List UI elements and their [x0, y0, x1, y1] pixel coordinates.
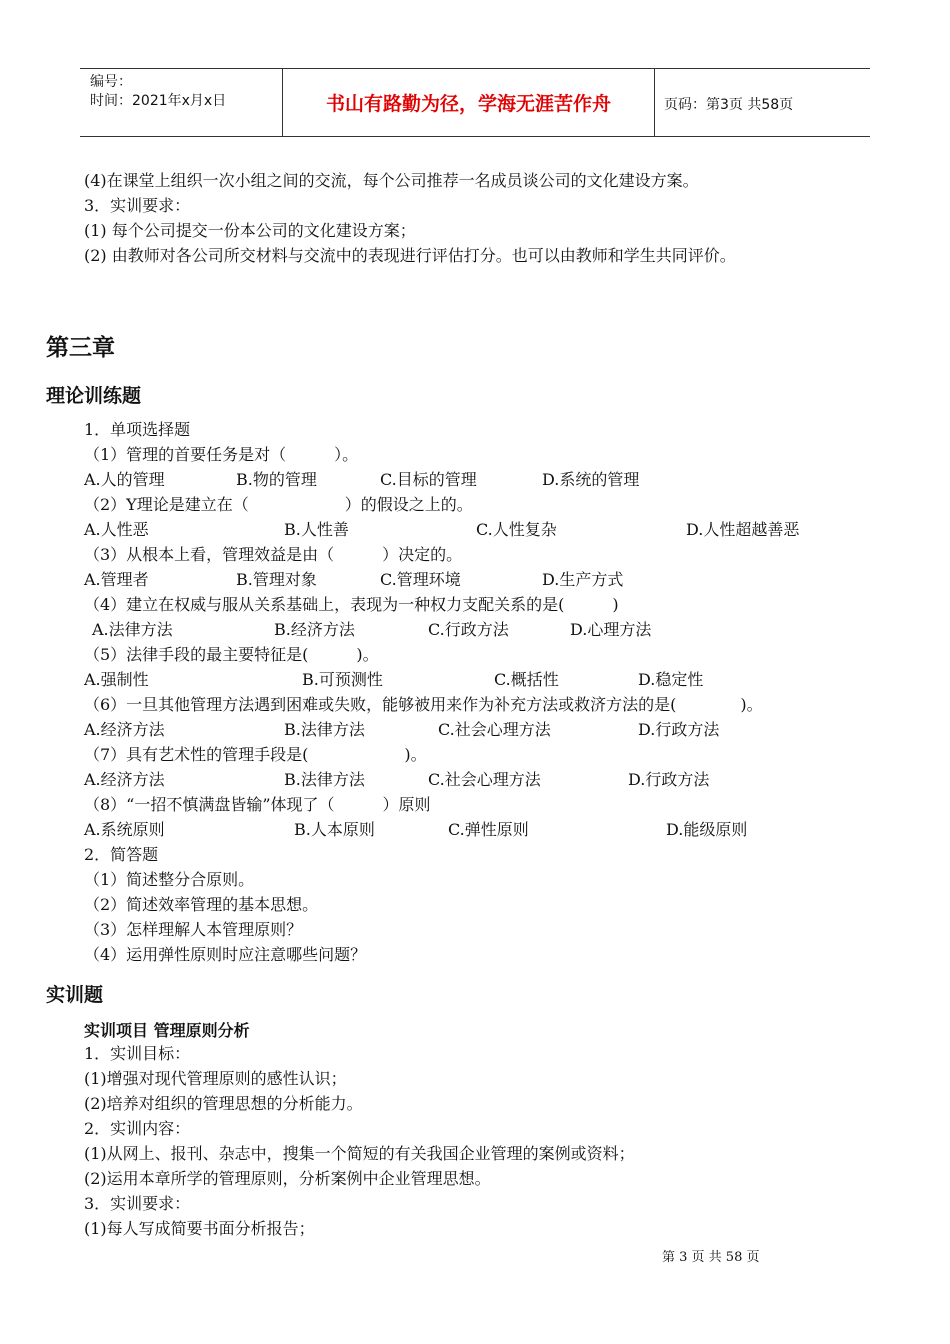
code-label: 编号：	[90, 74, 132, 90]
question: （4）建立在权威与服从关系基础上，表现为一种权力支配关系的是( )	[84, 595, 619, 614]
option: D.稳定性	[638, 670, 704, 689]
option: C.人性复杂	[476, 520, 557, 539]
intro-line: (2) 由教师对各公司所交材料与交流中的表现进行评估打分。也可以由教师和学生共同评价。	[84, 246, 736, 265]
header-table	[80, 68, 870, 137]
question: （5）法律手段的最主要特征是( )。	[84, 645, 379, 664]
page-footer: 第 3 页 共 58 页	[662, 1250, 760, 1265]
practice-title: 实训题	[46, 984, 104, 1006]
option: C.弹性原则	[448, 820, 529, 839]
option: C.概括性	[494, 670, 559, 689]
option: B.管理对象	[236, 570, 317, 589]
short-answer: （1）简述整分合原则。	[84, 870, 255, 889]
option: D.心理方法	[570, 620, 652, 639]
header-left	[90, 73, 226, 111]
option: A.人性恶	[84, 520, 149, 539]
option: B.法律方法	[284, 770, 365, 789]
option: B.经济方法	[274, 620, 355, 639]
question: （1）管理的首要任务是对（ ）。	[84, 445, 359, 464]
option: C.社会心理方法	[428, 770, 541, 789]
short-answer: （3）怎样理解人本管理原则？	[84, 920, 303, 939]
practice-line: 1．实训目标：	[84, 1044, 191, 1063]
practice-line: (1)每人写成简要书面分析报告；	[84, 1219, 315, 1238]
section-label: 2．简答题	[84, 845, 159, 864]
option: D.系统的管理	[542, 470, 640, 489]
option: C.行政方法	[428, 620, 509, 639]
option: B.人本原则	[294, 820, 375, 839]
short-answer: （2）简述效率管理的基本思想。	[84, 895, 319, 914]
short-answer: （4）运用弹性原则时应注意哪些问题？	[84, 945, 367, 964]
intro-line: 3．实训要求：	[84, 196, 191, 215]
section-label: 1．单项选择题	[84, 420, 191, 439]
question: （7）具有艺术性的管理手段是( )。	[84, 745, 427, 764]
chapter-title: 第三章	[46, 335, 115, 361]
motto: 书山有路勤为径，学海无涯苦作舟	[325, 93, 611, 115]
project-title: 实训项目 管理原则分析	[84, 1021, 250, 1040]
option: B.人性善	[284, 520, 349, 539]
question: （2）Y理论是建立在（ ）的假设之上的。	[84, 495, 473, 514]
practice-line: 2．实训内容：	[84, 1119, 191, 1138]
option: A.法律方法	[92, 620, 173, 639]
option: B.物的管理	[236, 470, 317, 489]
theory-title: 理论训练题	[46, 385, 142, 407]
header-divider	[654, 69, 655, 136]
practice-line: (2)运用本章所学的管理原则，分析案例中企业管理思想。	[84, 1169, 491, 1188]
option: C.社会心理方法	[438, 720, 551, 739]
option: B.可预测性	[302, 670, 383, 689]
practice-line: (1)增强对现代管理原则的感性认识；	[84, 1069, 347, 1088]
option: D.行政方法	[638, 720, 720, 739]
practice-line: (1)从网上、报刊、杂志中，搜集一个简短的有关我国企业管理的案例或资料；	[84, 1144, 635, 1163]
intro-line: (4)在课堂上组织一次小组之间的交流，每个公司推荐一名成员谈公司的文化建设方案。	[84, 171, 699, 190]
practice-line: 3．实训要求：	[84, 1194, 191, 1213]
option: C.目标的管理	[380, 470, 477, 489]
option: A.经济方法	[84, 770, 165, 789]
question: （6）一旦其他管理方法遇到困难或失败，能够被用来作为补充方法或救济方法的是( )。	[84, 695, 763, 714]
option: D.人性超越善恶	[686, 520, 800, 539]
date-label: 时间：2021年x月x日	[90, 93, 227, 109]
option: D.生产方式	[542, 570, 624, 589]
question: （3）从根本上看，管理效益是由（ ）决定的。	[84, 545, 463, 564]
intro-line: (1) 每个公司提交一份本公司的文化建设方案；	[84, 221, 416, 240]
option: A.强制性	[84, 670, 149, 689]
practice-line: (2)培养对组织的管理思想的分析能力。	[84, 1094, 363, 1113]
option: B.法律方法	[284, 720, 365, 739]
question: （8）“一招不慎满盘皆输”体现了（ ）原则	[84, 795, 431, 814]
option: D.行政方法	[628, 770, 710, 789]
option: D.能级原则	[666, 820, 748, 839]
option: A.经济方法	[84, 720, 165, 739]
page-info: 页码：第3页 共58页	[664, 97, 794, 113]
option: A.人的管理	[84, 470, 165, 489]
option: C.管理环境	[380, 570, 461, 589]
option: A.管理者	[84, 570, 149, 589]
option: A.系统原则	[84, 820, 165, 839]
